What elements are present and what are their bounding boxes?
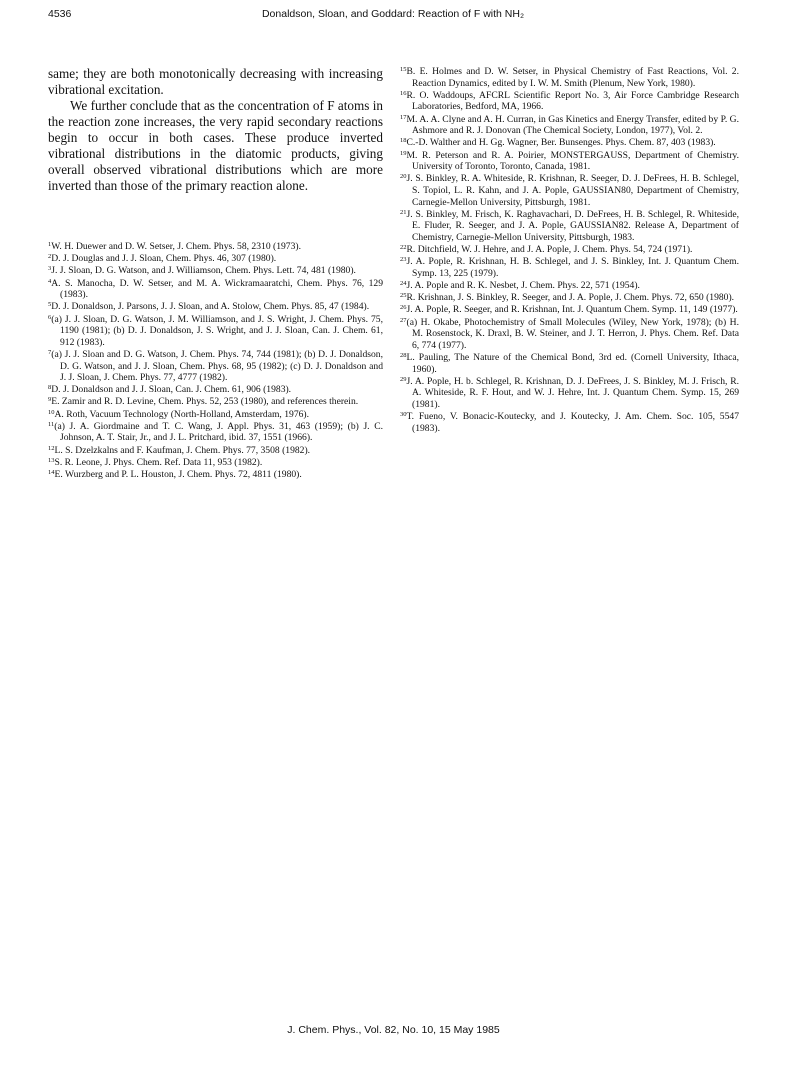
- reference-item: [400, 150, 739, 173]
- reference-text: L. Pauling, The Nature of the Chemical Bond, 3rd ed. (Cornell University, Ithaca, 1960).: [406, 351, 739, 375]
- reference-text: L. S. Dzelzkalns and F. Kaufman, J. Chem. Phys. 77, 3508 (1982).: [54, 444, 311, 456]
- reference-number: 3: [48, 265, 52, 273]
- reference-item: [400, 411, 739, 434]
- reference-text: A. Roth, Vacuum Technology (North-Holland, Amsterdam, 1976).: [54, 408, 310, 420]
- reference-number: 5: [48, 301, 52, 309]
- reference-item: [48, 445, 383, 457]
- reference-text: J. A. Pople, R. Krishnan, H. B. Schlegel, and J. S. Binkley, Int. J. Quantum Chem. Symp. 13, 225 (1979).: [406, 256, 739, 279]
- reference-number: 25: [400, 292, 407, 300]
- reference-text: J. J. Sloan, D. G. Watson, and J. Williamson, Chem. Phys. Lett. 74, 481 (1980).: [51, 265, 356, 277]
- reference-number: 22: [400, 244, 407, 252]
- running-title: Donaldson, Sloan, and Goddard: Reaction of F with NH₂: [261, 8, 525, 20]
- reference-number: 4: [48, 277, 52, 285]
- reference-item: [400, 256, 739, 279]
- reference-text: J. S. Binkley, M. Frisch, K. Raghavachari, D. DeFrees, H. B. Schlegel, R. Whiteside, E. Fluder, R. Seeger, and J. A. Pople, GAUSSIAN82. Release A, Department of Chemistry, Carnegie-Mellon University, Pittsburgh, 1983.: [406, 208, 739, 243]
- reference-text: W. H. Duewer and D. W. Setser, J. Chem. Phys. 58, 2310 (1973).: [51, 241, 301, 252]
- reference-text: T. Fueno, V. Bonacic-Koutecky, and J. Koutecky, J. Am. Chem. Soc. 105, 5547 (1983).: [406, 411, 739, 434]
- reference-item: [400, 317, 739, 352]
- reference-text: R. Krishnan, J. S. Binkley, R. Seeger, and J. A. Pople, J. Chem. Phys. 72, 650 (1980).: [406, 292, 735, 304]
- reference-number: 15: [400, 66, 407, 73]
- reference-text: (a) H. Okabe, Photochemistry of Small Molecules (Wiley, New York, 1978); (b) H. M. Rosenstock, K. Draxl, B. W. Steiner, and J. T. Herron, J. Phys. Chem. Ref. Data 6, 774 (1977).: [406, 316, 739, 351]
- reference-number: 14: [48, 469, 55, 476]
- reference-item: [48, 409, 383, 421]
- reference-number: 13: [48, 456, 55, 464]
- reference-item: [48, 384, 383, 396]
- reference-number: 1: [48, 241, 52, 248]
- reference-number: 29: [400, 375, 407, 383]
- reference-item: [48, 314, 383, 349]
- reference-text: R. O. Waddoups, AFCRL Scientific Report No. 3, Air Force Cambridge Research Laboratories, Bedford, MA, 1966.: [406, 89, 739, 113]
- reference-text: J. S. Binkley, R. A. Whiteside, R. Krishnan, R. Seeger, D. J. DeFrees, H. B. Schlegel, S. Topiol, L. R. Kahn, and J. A. Pople, GAUSSIAN80, Department of Chemistry, Carnegie-Mellon University, Pittsburgh, 1981.: [406, 173, 739, 208]
- reference-item: [48, 265, 383, 277]
- journal-footer: J. Chem. Phys., Vol. 82, No. 10, 15 May 1985: [287, 1024, 500, 1036]
- reference-number: 28: [400, 351, 407, 359]
- references-right: [400, 66, 739, 435]
- reference-number: 10: [48, 408, 55, 416]
- reference-number: 27: [400, 316, 407, 324]
- reference-item: [400, 292, 739, 304]
- reference-text: B. E. Holmes and D. W. Setser, in Physical Chemistry of Fast Reactions, Vol. 2. Reaction Dynamics, edited by I. W. M. Smith (Plenum, New York, 1980).: [406, 66, 739, 89]
- reference-number: 24: [400, 280, 407, 288]
- reference-item: [400, 114, 739, 137]
- reference-text: E. Zamir and R. D. Levine, Chem. Phys. 52, 253 (1980), and references therein.: [51, 396, 359, 408]
- reference-number: 8: [48, 384, 52, 392]
- reference-text: (a) J. A. Giordmaine and T. C. Wang, J. Appl. Phys. 31, 463 (1959); (b) J. C. Johnson, A. T. Stair, Jr., and J. L. Pritchard, ibid. 37, 1551 (1966).: [54, 420, 383, 444]
- reference-number: 7: [48, 348, 52, 356]
- reference-item: [48, 457, 383, 469]
- reference-text: (a) J. J. Sloan and D. G. Watson, J. Chem. Phys. 74, 744 (1981); (b) D. J. Donaldson, D. G. Watson, and J. J. Sloan, Chem. Phys. 68, 95 (1982); (c) D. J. Donaldson and J. J. Sloan, J. Chem. Phys. 77, 4777 (1982).: [51, 348, 383, 384]
- paragraph: We further conclude that as the concentration of F atoms in the reaction zone increases, the very rapid secondary reactions begin to occur in both cases. These produce inverted vibrational distributions in the diatomic products, giving overall observed vibrational distributions which are more inverted than those of the primary reaction alone.: [48, 98, 383, 193]
- references-left: [48, 241, 383, 481]
- reference-number: 20: [400, 173, 407, 181]
- reference-text: E. Wurzberg and P. L. Houston, J. Chem. Phys. 72, 4811 (1980).: [54, 469, 302, 480]
- reference-text: D. J. Donaldson and J. J. Sloan, Can. J. Chem. 61, 906 (1983).: [51, 384, 292, 396]
- reference-number: 30: [400, 411, 407, 419]
- reference-text: M. R. Peterson and R. A. Poirier, MONSTERGAUSS, Department of Chemistry. University of Toronto, Toronto, Canada, 1981.: [406, 149, 739, 173]
- reference-item: [48, 241, 383, 253]
- reference-item: [400, 352, 739, 375]
- reference-item: [400, 244, 739, 256]
- reference-text: A. S. Manocha, D. W. Setser, and M. A. Wickramaaratchi, Chem. Phys. 76, 129 (1983).: [51, 277, 383, 301]
- reference-text: C.-D. Walther and H. Gg. Wagner, Ber. Bunsenges. Phys. Chem. 87, 403 (1983).: [406, 137, 716, 149]
- reference-number: 21: [400, 208, 407, 216]
- reference-item: [48, 469, 383, 481]
- reference-item: [400, 137, 739, 149]
- reference-number: 11: [48, 420, 55, 428]
- reference-text: D. J. Douglas and J. J. Sloan, Chem. Phys. 46, 307 (1980).: [51, 253, 277, 265]
- reference-item: [48, 301, 383, 313]
- reference-item: [400, 66, 739, 89]
- reference-number: 12: [48, 444, 55, 452]
- reference-text: (a) J. J. Sloan, D. G. Watson, J. M. Williamson, and J. S. Wright, J. Chem. Phys. 75, 1190 (1981); (b) D. J. Donaldson, J. S. Wright, and J. J. Sloan, Can. J. Chem. 61, 912 (1983).: [51, 313, 383, 348]
- reference-text: J. A. Pople and R. K. Nesbet, J. Chem. Phys. 22, 571 (1954).: [406, 280, 640, 292]
- reference-item: [400, 376, 739, 411]
- reference-text: J. A. Pople, R. Seeger, and R. Krishnan, Int. J. Quantum Chem. Symp. 11, 149 (1977).: [406, 304, 738, 316]
- reference-number: 19: [400, 149, 407, 157]
- reference-number: 16: [400, 89, 407, 97]
- paragraph: same; they are both monotonically decreasing with increasing vibrational excitation.: [48, 66, 383, 97]
- reference-item: [400, 280, 739, 292]
- reference-number: 23: [400, 256, 407, 264]
- page-number: 4536: [48, 8, 72, 20]
- reference-number: 26: [400, 304, 407, 312]
- reference-number: 17: [400, 113, 407, 121]
- reference-text: M. A. A. Clyne and A. H. Curran, in Gas Kinetics and Energy Transfer, edited by P. G. Ashmore and R. J. Donovan (The Chemical Society, London, 1977), Vol. 2.: [406, 113, 739, 137]
- reference-item: [400, 173, 739, 208]
- reference-text: R. Ditchfield, W. J. Hehre, and J. A. Pople, J. Chem. Phys. 54, 724 (1971).: [406, 244, 693, 256]
- reference-item: [400, 209, 739, 244]
- reference-number: 9: [48, 396, 52, 404]
- reference-item: [400, 304, 739, 316]
- reference-item: [400, 90, 739, 113]
- reference-number: 6: [48, 313, 52, 321]
- reference-item: [48, 396, 383, 408]
- body-text: [48, 66, 383, 194]
- reference-number: 18: [400, 137, 407, 145]
- reference-item: [48, 253, 383, 265]
- reference-text: S. R. Leone, J. Phys. Chem. Ref. Data 11, 953 (1982).: [54, 456, 263, 468]
- reference-text: D. J. Donaldson, J. Parsons, J. J. Sloan, and A. Stolow, Chem. Phys. 85, 47 (1984).: [51, 301, 370, 313]
- reference-item: [48, 278, 383, 301]
- reference-item: [48, 421, 383, 444]
- reference-text: J. A. Pople, H. b. Schlegel, R. Krishnan, D. J. DeFrees, J. S. Binkley, M. J. Frisch, R. A. Whiteside, R. F. Hout, and W. J. Hehre, Int. J. Quantum Chem. Symp. 15, 269 (1981).: [406, 375, 739, 410]
- reference-item: [48, 349, 383, 384]
- reference-number: 2: [48, 253, 52, 261]
